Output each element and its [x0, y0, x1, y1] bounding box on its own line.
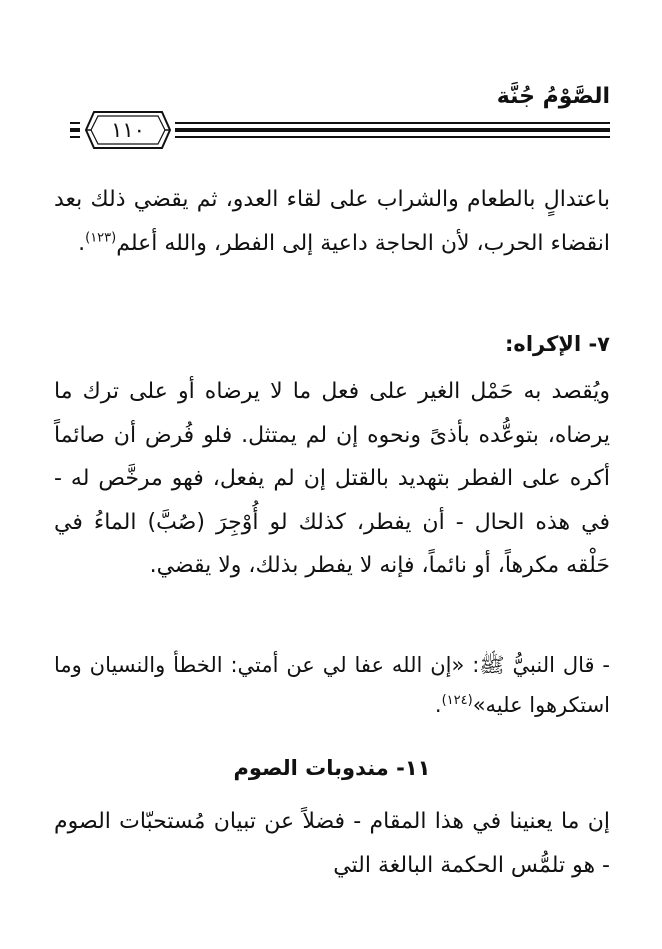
header-rule-stub: [70, 128, 80, 132]
hadith-text: - قال النبيُّ ﷺ: «إن الله عفا لي عن أمتي: الخطأ والنسيان وما استكرهوا عليه»: [54, 653, 610, 717]
header-rule-stub: [70, 136, 80, 138]
header-rule: [175, 136, 610, 138]
hadith-block: - قال النبيُّ ﷺ: «إن الله عفا لي عن أمتي: الخطأ والنسيان وما استكرهوا عليه»$^{(١٢٤)}$.: [54, 653, 610, 717]
section-heading-11: [54, 750, 610, 786]
running-title: الصَّوْمُ جُنَّة: [496, 84, 610, 109]
header-rule-stub: [70, 122, 80, 124]
section-heading-7: [54, 326, 610, 362]
paragraph-text: إن ما يعنينا في هذا المقام - فضلاً عن تبيان مُستحبّات الصوم - هو تلمُّس الحكمة البالغة التي: [54, 809, 610, 878]
paragraph-3: [54, 800, 610, 887]
paragraph-2: [54, 370, 610, 588]
header-rule: [175, 128, 610, 132]
page-number: ١١٠: [111, 118, 145, 142]
section-heading: ١١- مندوبات الصوم: [233, 756, 431, 780]
header-rule: [175, 122, 610, 124]
section-heading: ٧- الإكراه:: [505, 332, 610, 356]
paragraph-1: باعتدالٍ بالطعام والشراب على لقاء العدو، ثم يقضي ذلك بعد انقضاء الحرب، لأن الحاجة داعية إلى الفطر، والله أعلم$^{(١٢٣)}$.: [54, 187, 610, 256]
paragraph-text: باعتدالٍ بالطعام والشراب على لقاء العدو، ثم يقضي ذلك بعد انقضاء الحرب، لأن الحاجة داعية إلى الفطر، والله أعلم: [54, 187, 610, 256]
page-number-frame: [84, 110, 172, 150]
paragraph-text: ويُقصد به حَمْل الغير على فعل ما لا يرضاه أو على ترك ما يرضاه، بتوعُّده بأذىً ونحوه إن لم يمتثل. فلو فُرض أن صائماً أكره على الفطر بتهديد بالقتل إن لم يفعل، فهو مرخَّص له - في هذه الحال - أن يفطر، كذلك لو أُوْجِرَ (صُبَّ) الماءُ في حَلْقه مكرهاً، أو نائماً، فإنه لا يفطر بذلك، ولا يقضي.: [54, 379, 610, 578]
footnote-ref: (١٢٣): [85, 230, 117, 246]
footnote-ref: (١٢٤): [441, 693, 473, 708]
page-header: [70, 84, 610, 154]
